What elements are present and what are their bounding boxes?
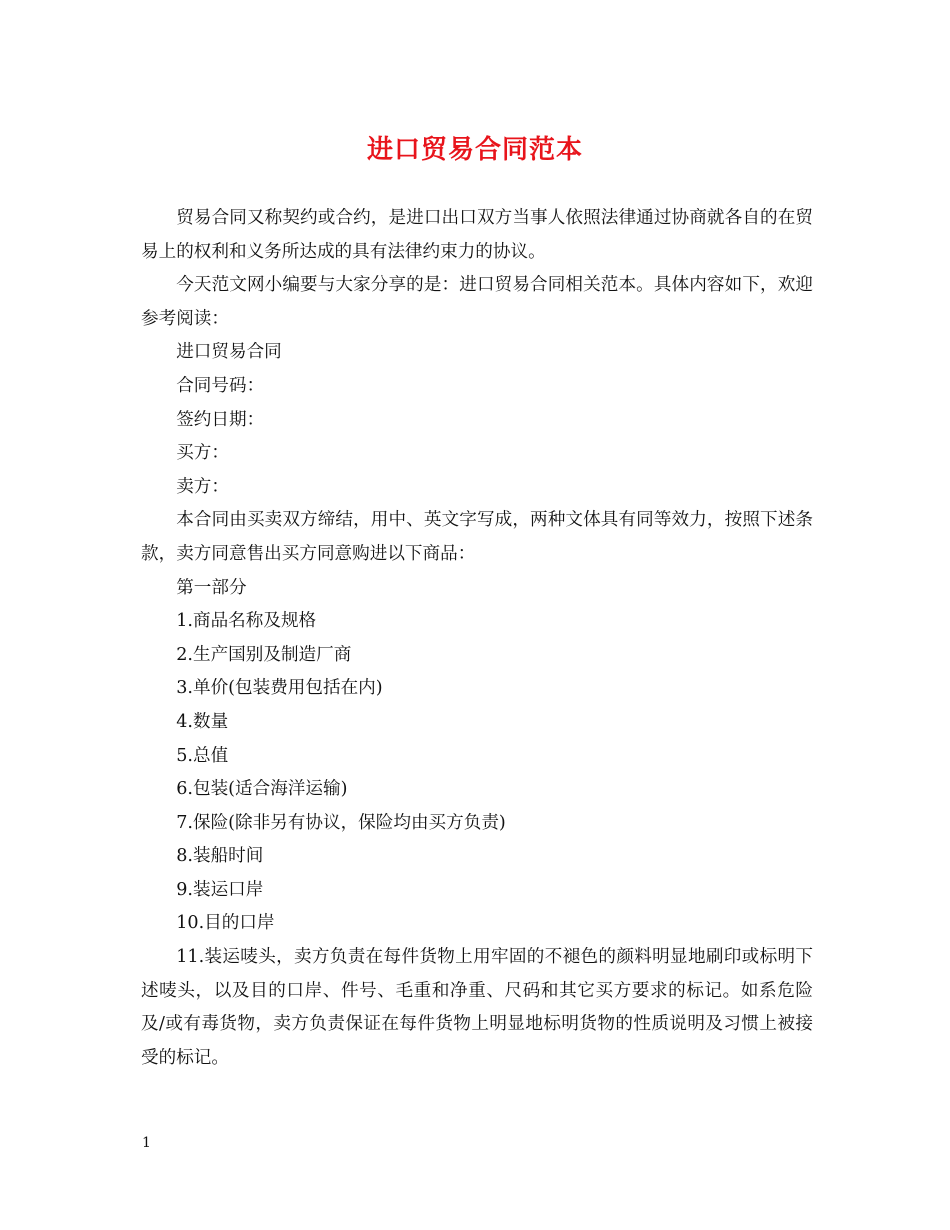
paragraph: 进口贸易合同 — [176, 342, 282, 363]
paragraph: 合同号码： — [176, 375, 265, 396]
list-item: 2.生产国别及制造厂商 — [176, 644, 352, 665]
page-number: 1 — [142, 1135, 151, 1151]
list-item: 5.总值 — [176, 745, 229, 766]
list-item: 7.保险(除非另有协议，保险均由买方负责) — [176, 812, 506, 833]
paragraph: 今天范文网小编要与大家分享的是：进口贸易合同相关范本。具体内容如下，欢迎参考阅读： — [141, 275, 813, 329]
list-item: 4.数量 — [176, 711, 229, 732]
paragraph: 第一部分 — [176, 577, 247, 598]
list-item: 8.装船时间 — [176, 846, 264, 867]
document-title: 进口贸易合同范本 — [366, 135, 583, 165]
list-item: 10.目的口岸 — [176, 913, 275, 934]
list-item: 9.装运口岸 — [176, 879, 264, 900]
paragraph: 本合同由买卖双方缔结，用中、英文字写成，两种文体具有同等效力，按照下述条款，卖方同意售出买方同意购进以下商品： — [141, 510, 813, 564]
paragraph: 签约日期： — [176, 409, 265, 430]
list-item: 11.装运唛头，卖方负责在每件货物上用牢固的不褪色的颜料明显地刷印或标明下述唛头，以及目的口岸、件号、毛重和净重、尺码和其它买方要求的标记。如系危险及/或有毒货物，卖方负责保证在每件货物上明显地标明货物的性质说明及习惯上被接受的标记。 — [141, 947, 813, 1068]
paragraph: 卖方： — [176, 476, 229, 497]
list-item: 3.单价(包装费用包括在内) — [176, 678, 383, 699]
paragraph: 贸易合同又称契约或合约，是进口出口双方当事人依照法律通过协商就各自的在贸易上的权利和义务所达成的具有法律约束力的协议。 — [141, 208, 813, 262]
paragraph: 买方： — [176, 443, 229, 464]
list-item: 6.包装(适合海洋运输) — [176, 779, 348, 800]
list-item: 1.商品名称及规格 — [176, 611, 317, 632]
document-body — [141, 202, 813, 1075]
